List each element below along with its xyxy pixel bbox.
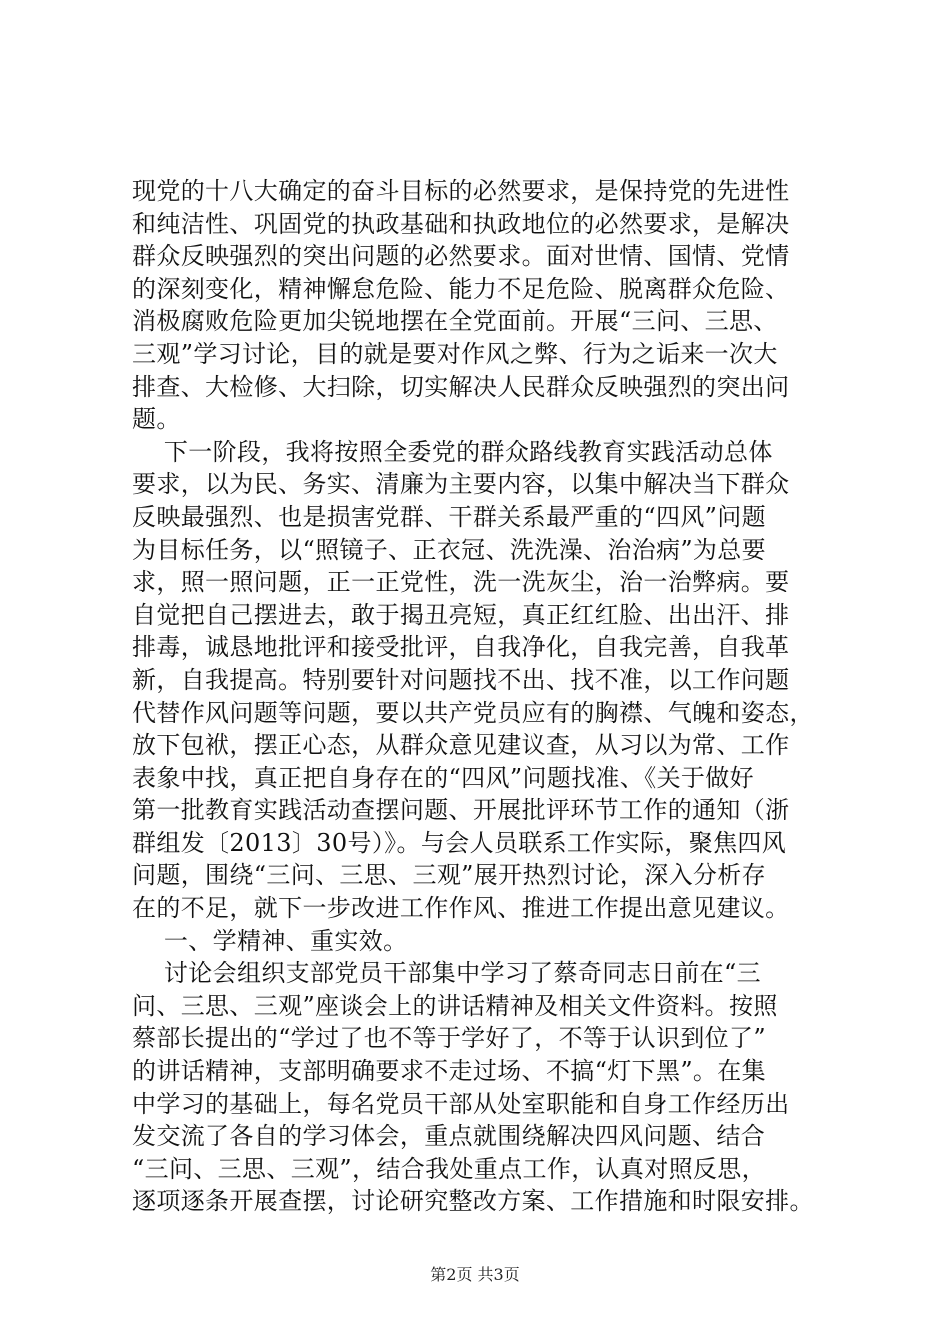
text-line: 求，照一照问题，正一正党性，洗一洗灰尘，治一治弊病。要 — [132, 568, 790, 597]
text-line: 问题，围绕“三问、三思、三观”展开热烈讨论，深入分析存 — [132, 861, 766, 890]
text-line: 下一阶段，我将按照全委党的群众路线教育实践活动总体 — [132, 437, 773, 466]
text-line: 反映最强烈、也是损害党群、干群关系最严重的“四风”问题 — [132, 502, 766, 531]
text-line: “三问、三思、三观”，结合我处重点工作，认真对照反思， — [132, 1154, 766, 1183]
text-line: 在的不足，就下一步改进工作作风、推进工作提出意见建议。 — [132, 894, 790, 923]
text-line: 逐项逐条开展查摆，讨论研究整改方案、工作措施和时限安排。 — [132, 1187, 814, 1216]
text-line: 排查、大检修、大扫除，切实解决人民群众反映强烈的突出问 — [132, 372, 790, 401]
text-line: 发交流了各自的学习体会，重点就围绕解决四风问题、结合 — [132, 1122, 766, 1151]
text-line: 表象中找，真正把自身存在的“四风”问题找准、《关于做好 — [132, 763, 754, 792]
text-line: 消极腐败危险更加尖锐地摆在全党面前。开展“三问、三思、 — [132, 307, 778, 336]
page-footer — [0, 1265, 950, 1285]
text-line: 和纯洁性、巩固党的执政基础和执政地位的必然要求，是解决 — [132, 209, 790, 238]
text-line: 的讲话精神，支部明确要求不走过场、不搞“灯下黑”。在集 — [132, 1057, 766, 1086]
text-line: 问、三思、三观”座谈会上的讲话精神及相关文件资料。按照 — [132, 991, 778, 1020]
document-body — [132, 175, 844, 1218]
text-line: 现党的十八大确定的奋斗目标的必然要求，是保持党的先进性 — [132, 177, 790, 205]
text-line: 中学习的基础上，每名党员干部从处室职能和自身工作经历出 — [132, 1089, 790, 1118]
text-line: 要求，以为民、务实、清廉为主要内容，以集中解决当下群众 — [132, 470, 790, 499]
text-line: 群众反映强烈的突出问题的必然要求。面对世情、国情、党情 — [132, 242, 790, 271]
text-line: 讨论会组织支部党员干部集中学习了蔡奇同志日前在“三 — [132, 959, 761, 988]
text-line: 题。 — [132, 405, 181, 434]
text-line: 群组发〔2013〕30号）》。与会人员联系工作实际，聚焦四风 — [132, 828, 787, 857]
text-line: 自觉把自己摆进去，敢于揭丑亮短，真正红红脸、出出汗、排 — [132, 600, 790, 629]
text-line: 新，自我提高。特别要针对问题找不出、找不准，以工作问题 — [132, 665, 790, 694]
text-line: 蔡部长提出的“学过了也不等于学好了，不等于认识到位了” — [132, 1024, 766, 1053]
text-line: 放下包袱，摆正心态，从群众意见建议查，从习以为常、工作 — [132, 731, 790, 760]
text-line: 代替作风问题等问题，要以共产党员应有的胸襟、气魄和姿态， — [132, 698, 814, 727]
text-line: 排毒，诚恳地批评和接受批评，自我净化，自我完善，自我革 — [132, 633, 790, 662]
text-line: 为目标任务，以“照镜子、正衣冠、洗洗澡、治治病”为总要 — [132, 535, 766, 564]
section-heading: 一、学精神、重实效。 — [132, 926, 408, 955]
text-line: 第一批教育实践活动查摆问题、开展批评环节工作的通知（浙 — [132, 796, 790, 825]
page-indicator: 第2页 共3页 — [430, 1265, 520, 1284]
text-line: 三观”学习讨论，目的就是要对作风之弊、行为之诟来一次大 — [132, 339, 778, 368]
text-line: 的深刻变化，精神懈怠危险、能力不足危险、脱离群众危险、 — [132, 274, 790, 303]
